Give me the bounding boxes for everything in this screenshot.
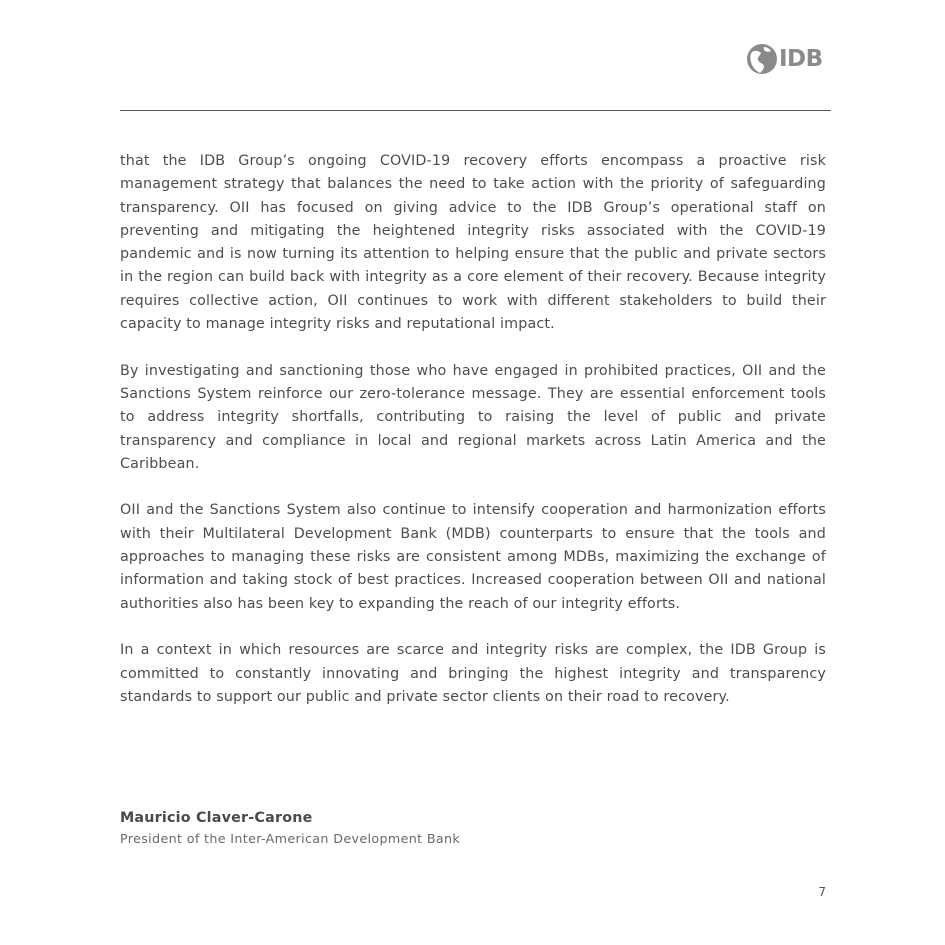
paragraph: OII and the Sanctions System also continue to intensify cooperation and harmonization efforts with their Multilateral Development Bank (MDB) counterparts to ensure that the tools and approaches to managing these risks are consistent among MDBs, maximizing the exchange of information and taking stock of best practices. Increased cooperation between OII and national authorities also has been key to expanding the reach of our integrity efforts. bbox=[120, 502, 826, 612]
paragraph: By investigating and sanctioning those who have engaged in prohibited practices, OII and the Sanctions System reinforce our zero-tolerance message. They are essential enforcement tools to address integrity shortfalls, contributing to raising the level of public and private transparency and compliance in local and regional markets across Latin America and the Caribbean. bbox=[120, 362, 826, 472]
logo-text: IDB bbox=[779, 46, 823, 72]
signature-block bbox=[120, 809, 826, 849]
globe-icon bbox=[746, 43, 778, 75]
header-divider bbox=[120, 110, 831, 111]
page-number: 7 bbox=[818, 885, 826, 899]
paragraph: that the IDB Group’s ongoing COVID-19 recovery efforts encompass a proactive risk management strategy that balances the need to take action with the priority of safeguarding transparency. OII has focused on giving advice to the IDB Group’s operational staff on preventing and mitigating the heightened integrity risks associated with the COVID-19 pandemic and is now turning its attention to helping ensure that the public and private sectors in the region can build back with integrity as a core element of their recovery. Because integrity requires collective action, OII continues to work with different stakeholders to build their capacity to manage integrity risks and reputational impact. bbox=[120, 153, 826, 333]
signatory-name: Mauricio Claver-Carone bbox=[120, 810, 313, 826]
body-text bbox=[120, 150, 826, 732]
paragraph: In a context in which resources are scarce and integrity risks are complex, the IDB Group is committed to constantly innovating and bringing the highest integrity and transparency standards to support our public and private sector clients on their road to recovery. bbox=[120, 642, 826, 705]
idb-logo bbox=[746, 43, 823, 75]
signatory-title: President of the Inter-American Development Bank bbox=[120, 831, 461, 846]
